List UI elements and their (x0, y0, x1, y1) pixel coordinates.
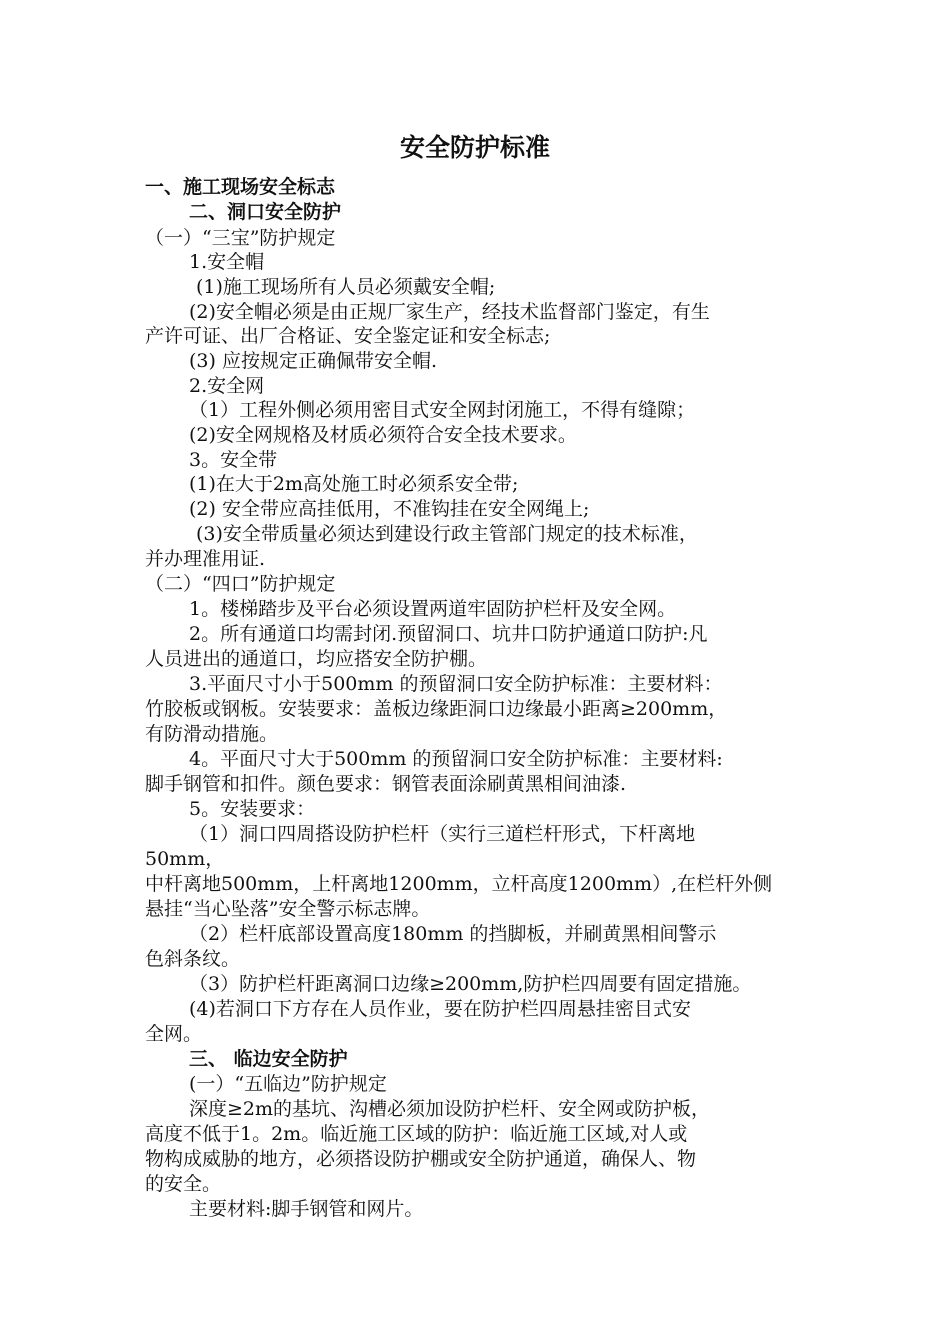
paragraph-line: 2。所有通道口均需封闭.预留洞口、坑井口防护通道口防护:凡 (189, 623, 708, 645)
paragraph-line: 全网。 (145, 1023, 203, 1045)
paragraph-line: 脚手钢管和扣件。颜色要求：钢管表面涂刷黄黑相间油漆. (145, 773, 627, 795)
paragraph-line: 1。楼梯踏步及平台必须设置两道牢固防护栏杆及安全网。 (189, 598, 677, 620)
paragraph-line: 主要材料:脚手钢管和网片。 (189, 1198, 424, 1220)
paragraph-line: （1）工程外侧必须用密目式安全网封闭施工，不得有缝隙； (189, 399, 696, 421)
item-heading: 5。安装要求： (189, 798, 316, 820)
paragraph-line: (3) 应按规定正确佩带安全帽. (189, 350, 437, 372)
item-heading: 3。安全带 (189, 449, 278, 471)
paragraph-line: (1)在大于2m高处施工时必须系安全带; (189, 473, 519, 495)
paragraph-line: (2)安全帽必须是由正规厂家生产，经技术监督部门鉴定，有生 (189, 301, 710, 323)
section-heading-1: 一、施工现场安全标志 (145, 176, 336, 198)
paragraph-line: 竹胶板或钢板。安装要求：盖板边缘距洞口边缘最小距离≥200mm， (145, 698, 728, 720)
section-heading-3: 三、 临边安全防护 (189, 1048, 348, 1070)
document-title: 安全防护标准 (399, 133, 550, 162)
paragraph-line: 3.平面尺寸小于500mm 的预留洞口安全防护标准：主要材料： (189, 673, 723, 695)
paragraph-line: 人员进出的通道口，均应搭安全防护棚。 (145, 648, 488, 670)
paragraph-line: 中杆离地500mm，上杆离地1200mm，立杆高度1200mm）,在栏杆外侧 (145, 873, 773, 895)
paragraph-line: （3）防护栏杆距离洞口边缘≥200mm,防护栏四周要有固定措施。 (189, 973, 752, 995)
paragraph-line: 产许可证、出厂合格证、安全鉴定证和安全标志; (145, 325, 551, 347)
subsection-heading: （二）“四口”防护规定 (145, 573, 336, 595)
paragraph-line: 悬挂“当心坠落”安全警示标志牌。 (145, 898, 431, 920)
paragraph-line: 物构成威胁的地方，必须搭设防护棚或安全防护通道，确保人、物 (145, 1148, 697, 1170)
subsection-heading: (一）“五临边”防护规定 (189, 1073, 387, 1095)
paragraph-line: 的安全。 (145, 1173, 222, 1195)
item-heading: 1.安全帽 (189, 251, 265, 273)
paragraph-line: (3)安全带质量必须达到建设行政主管部门规定的技术标准， (196, 523, 698, 545)
subsection-heading: （一）“三宝”防护规定 (145, 227, 336, 249)
paragraph-line: 有防滑动措施。 (145, 723, 279, 745)
paragraph-line: (4)若洞口下方存在人员作业，要在防护栏四周悬挂密目式安 (189, 998, 691, 1020)
paragraph-line: （2）栏杆底部设置高度180mm 的挡脚板，并刷黄黑相间警示 (189, 923, 717, 945)
paragraph-line: 色斜条纹。 (145, 948, 241, 970)
paragraph-line: (2)安全网规格及材质必须符合安全技术要求。 (189, 424, 577, 446)
paragraph-line: (1)施工现场所有人员必须戴安全帽; (196, 276, 496, 298)
paragraph-line: 50mm， (145, 848, 225, 870)
paragraph-line: 深度≥2m的基坑、沟槽必须加设防护栏杆、安全网或防护板， (189, 1098, 711, 1120)
item-heading: 2.安全网 (189, 375, 265, 397)
paragraph-line: （1）洞口四周搭设防护栏杆（实行三道栏杆形式，下杆离地 (189, 823, 696, 845)
section-heading-2: 二、洞口安全防护 (189, 201, 342, 223)
paragraph-line: (2) 安全带应高挂低用，不准钩挂在安全网绳上; (189, 498, 590, 520)
paragraph-line: 4。平面尺寸大于500mm 的预留洞口安全防护标准：主要材料: (189, 748, 723, 770)
paragraph-line: 高度不低于1。2m。临近施工区域的防护：临近施工区域,对人或 (145, 1123, 688, 1145)
paragraph-line: 并办理准用证. (145, 548, 266, 570)
